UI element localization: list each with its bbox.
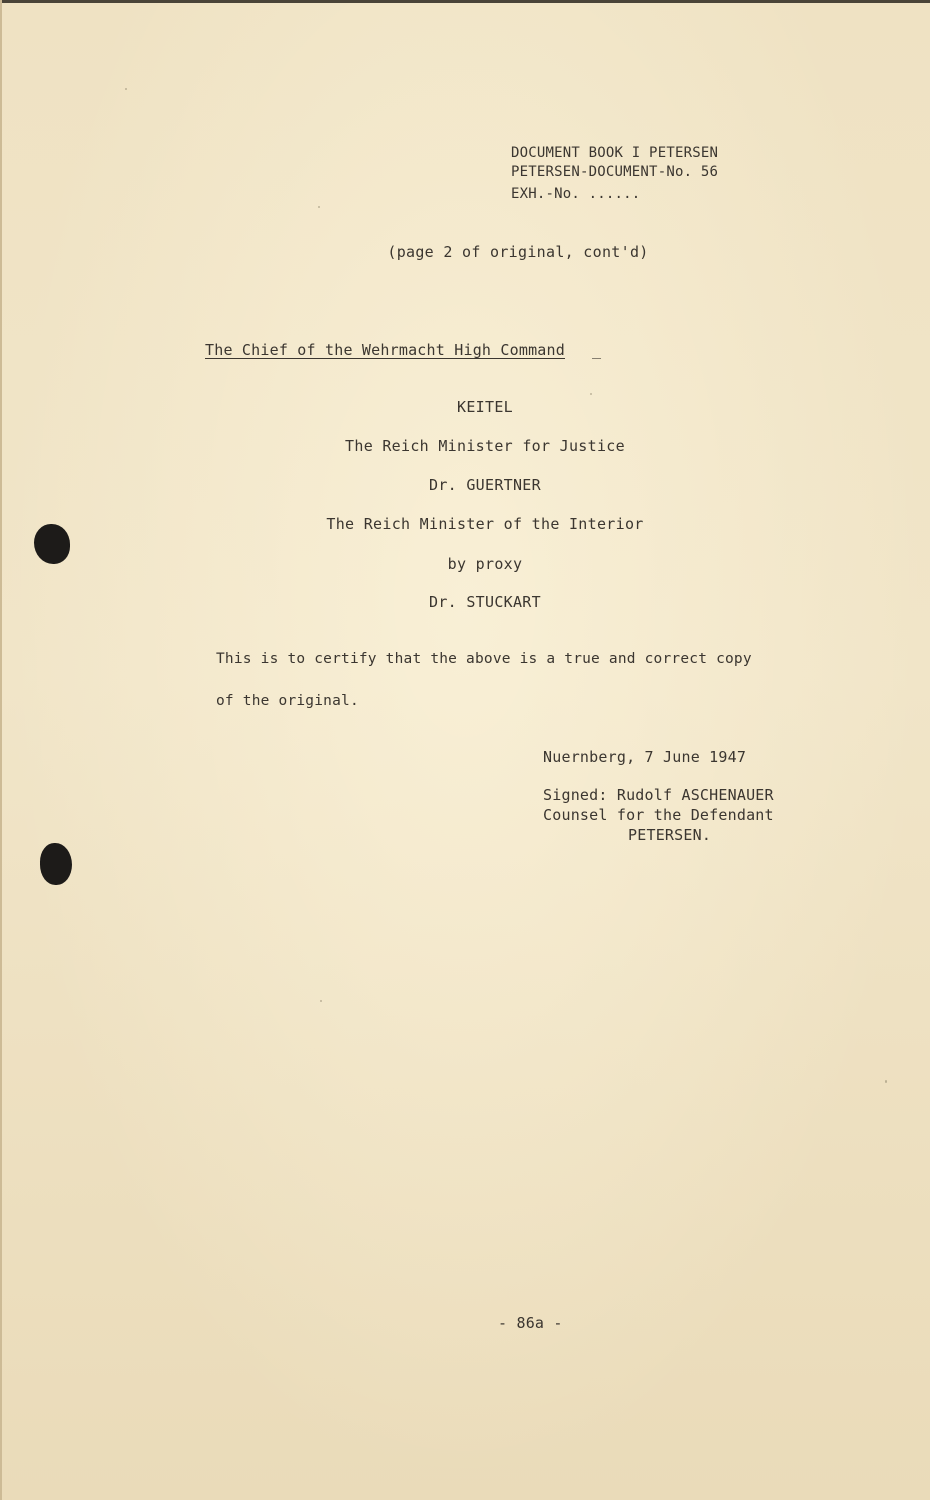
paper-speck bbox=[590, 393, 592, 395]
by-proxy-note: by proxy bbox=[447, 555, 523, 573]
header-book-line: DOCUMENT BOOK I PETERSEN bbox=[511, 145, 719, 161]
page-number: - 86a - bbox=[498, 1314, 563, 1332]
chief-wehrmacht-title: The Chief of the Wehrmacht High Command bbox=[205, 341, 565, 359]
signed-by-line: Signed: Rudolf ASCHENAUER bbox=[543, 786, 774, 804]
chief-title-dash: _ bbox=[592, 341, 602, 359]
header-exhibit-number: EXH.-No. ...... bbox=[511, 186, 641, 202]
paper-speck bbox=[885, 1080, 887, 1083]
signature-guertner: Dr. GUERTNER bbox=[429, 476, 541, 494]
place-and-date: Nuernberg, 7 June 1947 bbox=[543, 748, 747, 766]
page-top-edge bbox=[0, 0, 930, 3]
signature-stuckart: Dr. STUCKART bbox=[429, 593, 541, 611]
paper-speck bbox=[125, 88, 127, 90]
page-left-edge bbox=[0, 0, 2, 1500]
hole-punch-bottom bbox=[40, 843, 72, 885]
header-document-number: PETERSEN-DOCUMENT-No. 56 bbox=[511, 164, 719, 180]
page-note: (page 2 of original, cont'd) bbox=[387, 243, 649, 261]
signature-keitel: KEITEL bbox=[457, 398, 513, 416]
paper-speck bbox=[320, 1000, 322, 1002]
reich-minister-interior-title: The Reich Minister of the Interior bbox=[326, 515, 644, 533]
counsel-line: Counsel for the Defendant bbox=[543, 806, 774, 824]
defendant-name: PETERSEN. bbox=[628, 826, 712, 844]
certification-line-1: This is to certify that the above is a true and correct copy bbox=[216, 651, 752, 667]
certification-line-2: of the original. bbox=[216, 693, 359, 709]
reich-minister-justice-title: The Reich Minister for Justice bbox=[345, 437, 625, 455]
paper-speck bbox=[318, 206, 320, 208]
